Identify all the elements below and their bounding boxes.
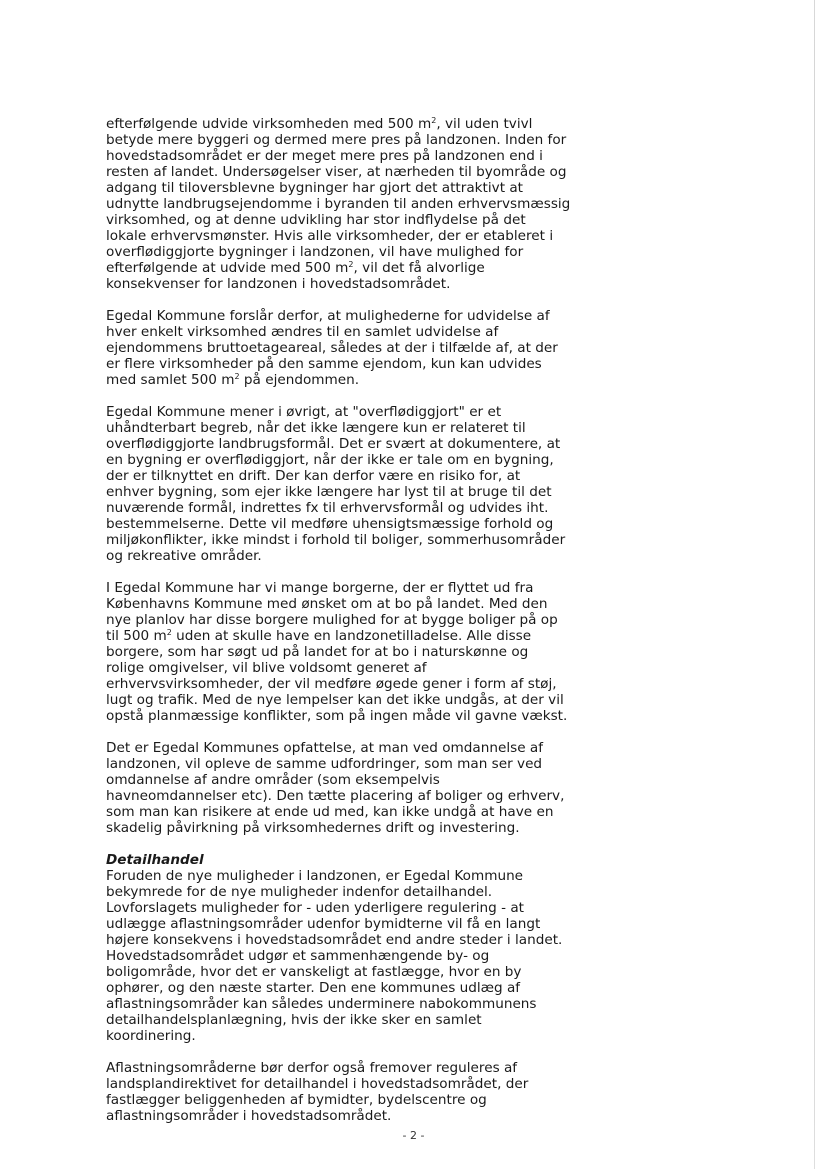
text-line bbox=[106, 756, 606, 772]
text-line bbox=[106, 820, 606, 836]
text-line bbox=[106, 596, 606, 612]
text-segment: efterfølgende at udvide med 500 m bbox=[106, 260, 349, 276]
text-segment: rolige omgivelser, vil blive voldsomt generet af bbox=[106, 660, 427, 676]
text-line bbox=[106, 452, 606, 468]
text-segment: Lovforslagets muligheder for - uden yderligere regulering - at bbox=[106, 900, 525, 916]
text-line bbox=[106, 212, 606, 228]
text-segment: detailhandelsplanlægning, hvis der ikke sker en samlet bbox=[106, 1012, 482, 1028]
text-line bbox=[106, 468, 606, 484]
superscript: 2 bbox=[234, 372, 240, 381]
text-line bbox=[106, 676, 606, 692]
document-body bbox=[106, 116, 606, 1140]
text-line bbox=[106, 484, 606, 500]
text-segment: uhåndterbart begreb, når det ikke længere kun er relateret til bbox=[106, 420, 526, 436]
text-segment: er flere virksomheder på den samme ejendom, kun kan udvides bbox=[106, 356, 542, 372]
text-line bbox=[106, 932, 606, 948]
text-segment: Københavns Kommune med ønsket om at bo på landet. Med den bbox=[106, 596, 548, 612]
text-line bbox=[106, 1092, 606, 1108]
text-line bbox=[106, 244, 606, 260]
text-segment: skadelig påvirkning på virksomhedernes drift og investering. bbox=[106, 820, 520, 836]
text-line bbox=[106, 772, 606, 788]
text-line bbox=[106, 660, 606, 676]
text-line bbox=[106, 340, 606, 356]
text-segment: ophører, og den næste starter. Den ene kommunes udlæg af bbox=[106, 980, 521, 996]
text-segment: til 500 m bbox=[106, 628, 167, 644]
text-segment: konsekvenser for landzonen i hovedstadsområdet. bbox=[106, 276, 451, 292]
text-segment: adgang til tiloversblevne bygninger har gjort det attraktivt at bbox=[106, 180, 523, 196]
text-line bbox=[106, 980, 606, 996]
text-segment: efterfølgende udvide virksomheden med 500 m bbox=[106, 116, 432, 132]
text-segment: Egedal Kommune forslår derfor, at mulighederne for udvidelse af bbox=[106, 308, 550, 324]
text-segment: hovedstadsområdet er der meget mere pres på landzonen end i bbox=[106, 148, 543, 164]
text-segment: erhvervsvirksomheder, der vil medføre øgede gener i form af støj, bbox=[106, 676, 557, 692]
text-line bbox=[106, 180, 606, 196]
text-line bbox=[106, 916, 606, 932]
text-line bbox=[106, 996, 606, 1012]
text-line bbox=[106, 532, 606, 548]
text-segment: Egedal Kommune mener i øvrigt, at "overflødiggjort" er et bbox=[106, 404, 502, 420]
text-segment: koordinering. bbox=[106, 1028, 196, 1044]
text-segment: med samlet 500 m bbox=[106, 372, 235, 388]
text-line bbox=[106, 964, 606, 980]
text-line bbox=[106, 500, 606, 516]
text-segment: Aflastningsområderne bør derfor også fremover reguleres af bbox=[106, 1060, 518, 1076]
text-line bbox=[106, 404, 606, 420]
text-segment: lugt og trafik. Med de nye lempelser kan det ikke undgås, at der vil bbox=[106, 692, 564, 708]
text-segment: lokale erhvervsmønster. Hvis alle virksomheder, der er etableret i bbox=[106, 228, 554, 244]
text-line bbox=[106, 260, 606, 276]
text-line bbox=[106, 148, 606, 164]
paragraph bbox=[106, 116, 606, 292]
text-line bbox=[106, 116, 606, 132]
text-segment: bekymrede for de nye muligheder indenfor detailhandel. bbox=[106, 884, 493, 900]
paragraph bbox=[106, 868, 606, 1044]
main-paragraphs bbox=[106, 116, 606, 836]
text-segment: og rekreative områder. bbox=[106, 548, 262, 564]
paragraph bbox=[106, 1060, 606, 1124]
section-detailhandel bbox=[106, 852, 606, 1124]
text-line bbox=[106, 868, 606, 884]
section-heading: Detailhandel bbox=[106, 852, 204, 868]
scan-edge-line bbox=[814, 0, 815, 1169]
text-line bbox=[106, 132, 606, 148]
text-segment: udlægge aflastningsområder udenfor bymidterne vil få en langt bbox=[106, 916, 541, 932]
text-segment: omdannelse af andre områder (som eksempelvis bbox=[106, 772, 440, 788]
paragraph bbox=[106, 404, 606, 564]
text-segment: resten af landet. Undersøgelser viser, at nærheden til byområde og bbox=[106, 164, 567, 180]
text-segment: der er tilknyttet en drift. Der kan derfor være en risiko for, at bbox=[106, 468, 521, 484]
text-segment: på ejendommen. bbox=[239, 372, 360, 388]
text-segment: overflødiggjorte landbrugsformål. Det er svært at dokumentere, at bbox=[106, 436, 561, 452]
superscript: 2 bbox=[348, 260, 354, 269]
text-segment: miljøkonflikter, ikke mindst i forhold til boliger, sommerhusområder bbox=[106, 532, 566, 548]
text-segment: landsplandirektivet for detailhandel i hovedstadsområdet, der bbox=[106, 1076, 529, 1092]
text-segment: Hovedstadsområdet udgør et sammenhængende by- og bbox=[106, 948, 490, 964]
text-segment: bestemmelserne. Dette vil medføre uhensigtsmæssige forhold og bbox=[106, 516, 554, 532]
text-segment: aflastningsområder kan således underminere nabokommunens bbox=[106, 996, 537, 1012]
text-line bbox=[106, 164, 606, 180]
text-line bbox=[106, 628, 606, 644]
text-line bbox=[106, 708, 606, 724]
text-segment: havneomdannelser etc). Den tætte placering af boliger og erhverv, bbox=[106, 788, 565, 804]
text-line bbox=[106, 948, 606, 964]
text-segment: I Egedal Kommune har vi mange borgerne, der er flyttet ud fra bbox=[106, 580, 534, 596]
text-segment: nye planlov har disse borgere mulighed for at bygge boliger på op bbox=[106, 612, 558, 628]
text-line bbox=[106, 420, 606, 436]
text-line bbox=[106, 324, 606, 340]
text-line bbox=[106, 740, 606, 756]
text-segment: som man kan risikere at ende ud med, kan ikke undgå at have en bbox=[106, 804, 554, 820]
text-segment: en bygning er overflødiggjort, når der ikke er tale om en bygning, bbox=[106, 452, 554, 468]
text-line bbox=[106, 356, 606, 372]
text-line bbox=[106, 548, 606, 564]
text-segment: Foruden de nye muligheder i landzonen, er Egedal Kommune bbox=[106, 868, 524, 884]
text-line bbox=[106, 1012, 606, 1028]
text-segment: , vil det få alvorlige bbox=[353, 260, 485, 276]
text-segment: borgere, som har søgt ud på landet for at bo i naturskønne og bbox=[106, 644, 529, 660]
text-line bbox=[106, 228, 606, 244]
paragraph bbox=[106, 740, 606, 836]
text-line bbox=[106, 1028, 606, 1044]
text-segment: enhver bygning, som ejer ikke længere har lyst til at bruge til det bbox=[106, 484, 552, 500]
text-segment: Det er Egedal Kommunes opfattelse, at man ved omdannelse af bbox=[106, 740, 543, 756]
text-segment: hver enkelt virksomhed ændres til en samlet udvidelse af bbox=[106, 324, 499, 340]
text-segment: højere konsekvens i hovedstadsområdet end andre steder i landet. bbox=[106, 932, 563, 948]
text-line bbox=[106, 276, 606, 292]
text-segment: opstå planmæssige konflikter, som på ingen måde vil gavne vækst. bbox=[106, 708, 568, 724]
section-paragraphs bbox=[106, 868, 606, 1124]
text-segment: aflastningsområder i hovedstadsområdet. bbox=[106, 1108, 392, 1124]
text-line bbox=[106, 884, 606, 900]
text-line bbox=[106, 788, 606, 804]
text-segment: , vil uden tvivl bbox=[436, 116, 533, 132]
paragraph bbox=[106, 308, 606, 388]
text-segment: overflødiggjorte bygninger i landzonen, vil have mulighed for bbox=[106, 244, 524, 260]
paragraph bbox=[106, 580, 606, 724]
text-line bbox=[106, 804, 606, 820]
text-line bbox=[106, 436, 606, 452]
text-line bbox=[106, 308, 606, 324]
text-line bbox=[106, 612, 606, 628]
text-line bbox=[106, 1076, 606, 1092]
text-line bbox=[106, 516, 606, 532]
text-line bbox=[106, 1060, 606, 1076]
text-segment: boligområde, hvor det er vanskeligt at fastlægge, hvor en by bbox=[106, 964, 522, 980]
superscript: 2 bbox=[166, 628, 172, 637]
superscript: 2 bbox=[431, 116, 437, 125]
text-segment: nuværende formål, indrettes fx til erhvervsformål og udvides iht. bbox=[106, 500, 549, 516]
text-segment: uden at skulle have en landzonetilladelse. Alle disse bbox=[171, 628, 532, 644]
text-line bbox=[106, 580, 606, 596]
text-segment: fastlægger beliggenheden af bymidter, bydelscentre og bbox=[106, 1092, 487, 1108]
text-line bbox=[106, 196, 606, 212]
text-line bbox=[106, 644, 606, 660]
page-number: - 2 - bbox=[402, 1129, 425, 1142]
text-line bbox=[106, 900, 606, 916]
text-line bbox=[106, 372, 606, 388]
text-segment: betyde mere byggeri og dermed mere pres på landzonen. Inden for bbox=[106, 132, 567, 148]
text-segment: udnytte landbrugsejendomme i byranden til anden erhvervsmæssig bbox=[106, 196, 571, 212]
text-line bbox=[106, 692, 606, 708]
text-line bbox=[106, 1108, 606, 1124]
text-segment: landzonen, vil opleve de samme udfordringer, som man ser ved bbox=[106, 756, 543, 772]
text-segment: ejendommens bruttoetageareal, således at der i tilfælde af, at der bbox=[106, 340, 558, 356]
text-segment: virksomhed, og at denne udvikling har stor indflydelse på det bbox=[106, 212, 526, 228]
